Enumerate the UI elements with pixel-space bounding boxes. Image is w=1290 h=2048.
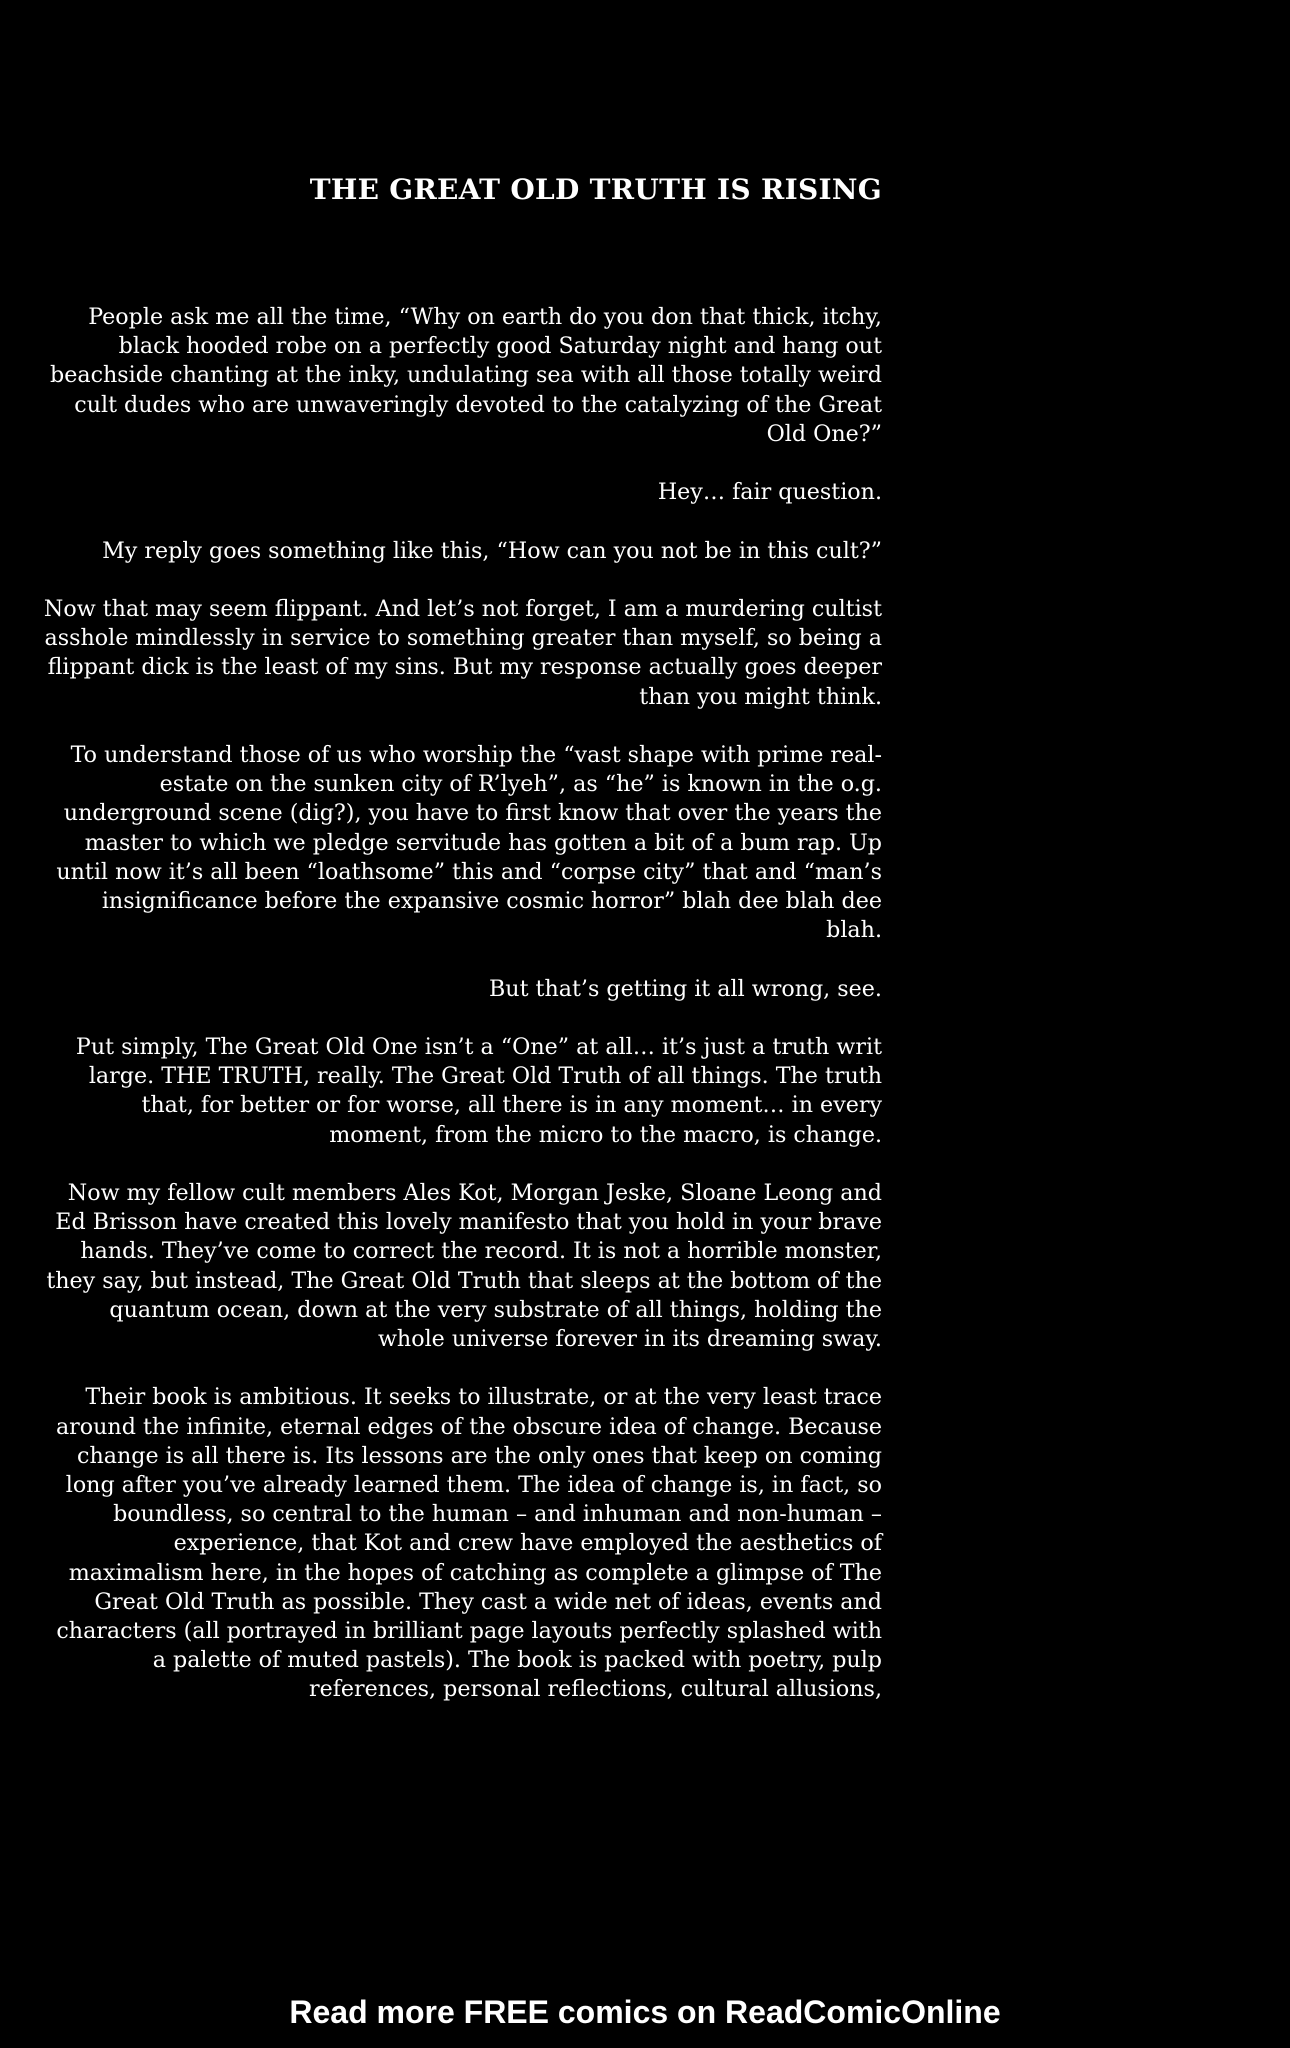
paragraph: Hey… fair question. — [657, 479, 882, 506]
paragraph: Now my fellow cult members Ales Kot, Morgan Jeske, Sloane Leong and Ed Brisson have created this lovely manifesto that you hold in your brave hands. They’ve come to correct the record. It is not a horrible monster, they say, but instead, The Great Old Truth that sleeps at the bottom of the quantum ocean, down at the very substrate of all things, holding the whole universe forever in its dreaming sway. — [46, 1179, 882, 1352]
essay-body — [40, 303, 882, 1734]
paragraph: My reply goes something like this, “How can you not be in this cult?” — [102, 537, 882, 564]
paragraph: But that’s getting it all wrong, see. — [488, 975, 882, 1002]
page-title: THE GREAT OLD TRUTH IS RISING — [309, 173, 882, 206]
promo-footer-banner: Read more FREE comics on ReadComicOnline — [289, 1994, 1001, 2030]
paragraph: Put simply, The Great Old One isn’t a “One” at all… it’s just a truth writ large. THE TRUTH, really. The Great Old Truth of all things. The truth that, for better or for worse, all there is in any moment… in every moment, from the micro to the macro, is change. — [75, 1033, 882, 1148]
paragraph: Now that may seem flippant. And let’s not forget, I am a murdering cultist asshole mindlessly in service to something greater than myself, so being a flippant dick is the least of my sins. But my response actually goes deeper than you might think. — [43, 595, 882, 710]
paragraph: Their book is ambitious. It seeks to illustrate, or at the very least trace around the infinite, eternal edges of the obscure idea of change. Because change is all there is. Its lessons are the only ones that keep on coming long after you’ve already learned them. The idea of change is, in fact, so boundless, so central to the human – and inhuman and non-human – experience, that Kot and crew have employed the aesthetics of maximalism here, in the hopes of catching as complete a glimpse of The Great Old Truth as possible. They cast a wide net of ideas, events and characters (all portrayed in brilliant page layouts perfectly splashed with a palette of muted pastels). The book is packed with poetry, pulp references, personal reflections, cultural allusions, — [55, 1384, 882, 1703]
paragraph: People ask me all the time, “Why on earth do you don that thick, itchy, black hooded robe on a perfectly good Saturday night and hang out beachside chanting at the inky, undulating sea with all those totally weird cult dudes who are unwaveringly devoted to the catalyzing of the Great Old One?” — [50, 304, 882, 447]
paragraph: To understand those of us who worship the “vast shape with prime real-estate on the sunken city of R’lyeh”, as “he” is known in the o.g. underground scene (dig?), you have to first know that over the years the master to which we pledge servitude has gotten a bit of a bum rap. Up until now it’s all been “loathsome” this and “corpse city” that and “man’s insignificance before the expansive cosmic horror” blah dee blah dee blah. — [56, 741, 882, 944]
